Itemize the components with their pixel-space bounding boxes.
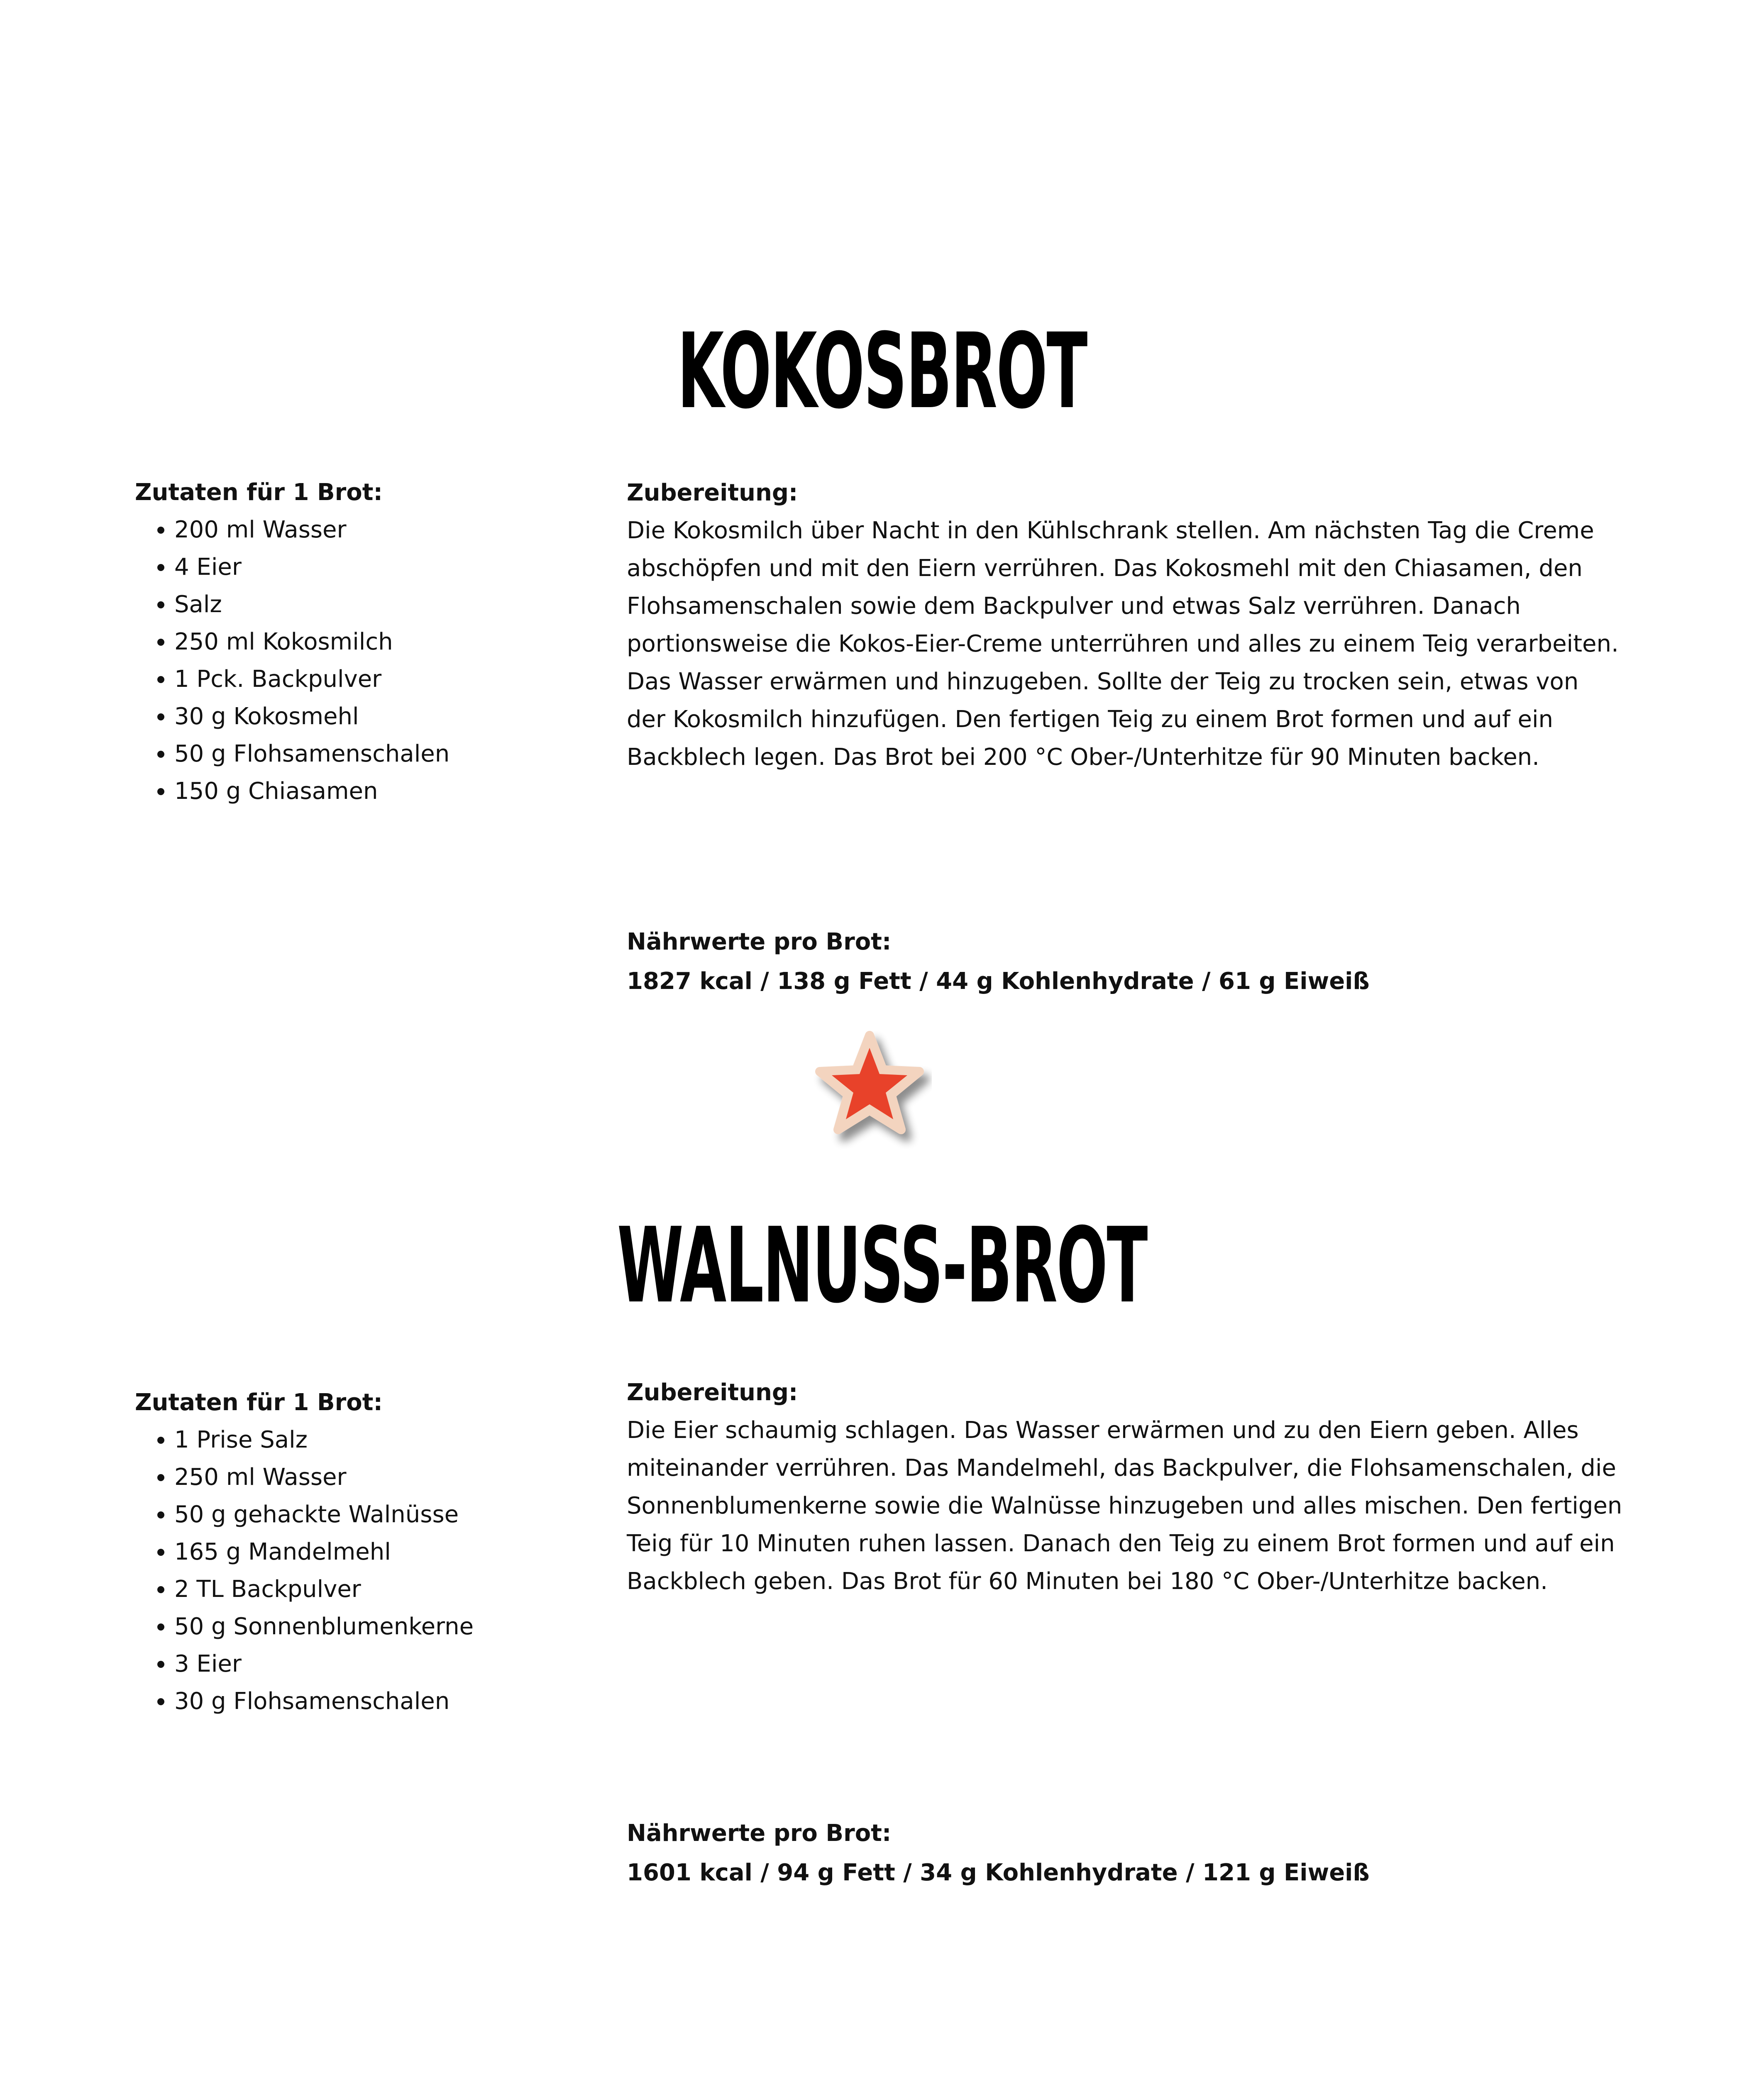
list-item: • 250 ml Wasser	[174, 1459, 591, 1496]
list-item: • 50 g Flohsamenschalen	[174, 735, 591, 773]
preparation-text: Die Kokosmilch über Nacht in den Kühlschrank stellen. Am nächsten Tag die Creme abschöpfen und mit den Eiern verrühren. Das Kokosmehl mit den Chiasamen, den Flohsamenschalen sowie dem Backpulver und etwas Salz verrühren. Danach portionsweise die Kokos-Eier-Creme unterrühren und alles zu einem Teig verarbeiten. Das Wasser erwärmen und hinzugeben. Sollte der Teig zu trocken sein, etwas von der Kokosmilch hinzufügen. Den fertigen Teig zu einem Brot formen und auf ein Backblech legen. Das Brot bei 200 °C Ober-/Unterhitze für 90 Minuten backen.	[627, 517, 1619, 771]
preparation-heading: Zubereitung:	[627, 479, 798, 506]
star-icon	[807, 1025, 932, 1150]
preparation-heading: Zubereitung:	[627, 1379, 798, 1406]
list-item: • 4 Eier	[174, 549, 591, 586]
list-item: • 50 g gehackte Walnüsse	[174, 1496, 591, 1533]
nutrition-values: 1827 kcal / 138 g Fett / 44 g Kohlenhydrate / 61 g Eiweiß	[627, 968, 1370, 995]
recipe-title-kokosbrot: KOKOSBROT	[677, 311, 1087, 432]
nutrition-heading: Nährwerte pro Brot:	[627, 1820, 892, 1847]
list-item: • 1 Prise Salz	[174, 1421, 591, 1459]
ingredients-heading: Zutaten für 1 Brot:	[135, 479, 383, 506]
list-item: • 3 Eier	[174, 1645, 591, 1683]
list-item: • 2 TL Backpulver	[174, 1571, 591, 1608]
list-item: • 165 g Mandelmehl	[174, 1533, 591, 1571]
ingredients-heading: Zutaten für 1 Brot:	[135, 1389, 383, 1416]
list-item: • 150 g Chiasamen	[174, 773, 591, 810]
nutrition-values: 1601 kcal / 94 g Fett / 34 g Kohlenhydrate / 121 g Eiweiß	[627, 1859, 1370, 1886]
ingredients-list	[135, 511, 591, 810]
preparation-section-walnuss-brot	[627, 1374, 1623, 1600]
list-item: • 30 g Flohsamenschalen	[174, 1683, 591, 1720]
preparation-text: Die Eier schaumig schlagen. Das Wasser erwärmen und zu den Eiern geben. Alles miteinander verrühren. Das Mandelmehl, das Backpulver, die Flohsamenschalen, die Sonnenblumenkerne sowie die Walnüsse hinzugeben und alles mischen. Den fertigen Teig für 10 Minuten ruhen lassen. Danach den Teig zu einem Brot formen und auf ein Backblech geben. Das Brot für 60 Minuten bei 180 °C Ober-/Unterhitze backen.	[627, 1417, 1622, 1595]
nutrition-section-walnuss-brot	[627, 1814, 1623, 1892]
nutrition-section-kokosbrot	[627, 922, 1623, 1001]
list-item: • 200 ml Wasser	[174, 511, 591, 549]
recipe-title-walnuss-brot: WALNUSS-BROT	[617, 1205, 1147, 1326]
preparation-section-kokosbrot	[627, 474, 1623, 776]
ingredients-list	[135, 1421, 591, 1720]
list-item: • Salz	[174, 586, 591, 623]
list-item: • 30 g Kokosmehl	[174, 698, 591, 735]
list-item: • 250 ml Kokosmilch	[174, 623, 591, 661]
ingredients-section-kokosbrot	[135, 474, 591, 810]
list-item: • 1 Pck. Backpulver	[174, 661, 591, 698]
list-item: • 50 g Sonnenblumenkerne	[174, 1608, 591, 1645]
nutrition-heading: Nährwerte pro Brot:	[627, 928, 892, 955]
ingredients-section-walnuss-brot	[135, 1384, 591, 1720]
